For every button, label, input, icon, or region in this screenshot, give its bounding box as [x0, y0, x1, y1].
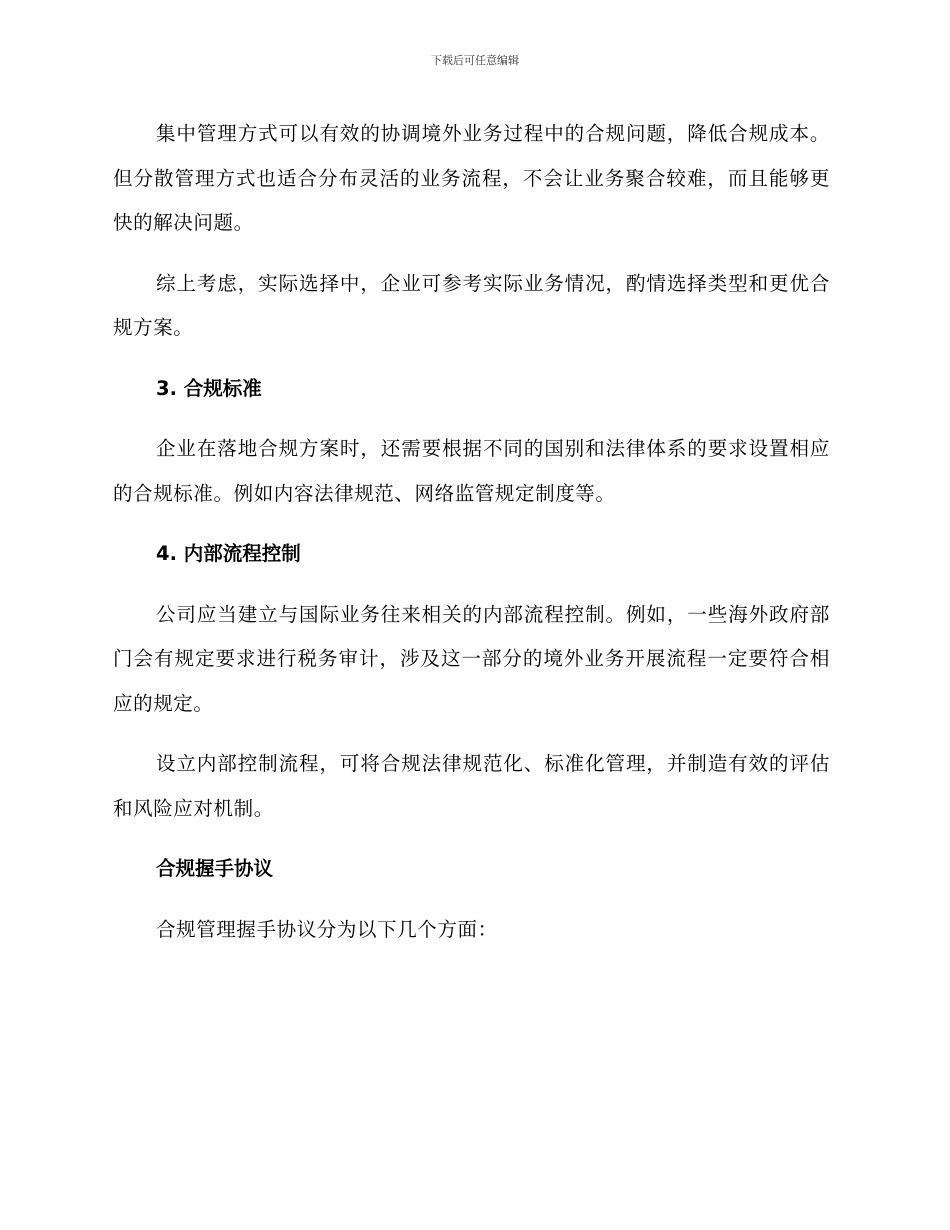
- paragraph-internal-process-control: 公司应当建立与国际业务往来相关的内部流程控制。例如，一些海外政府部门会有规定要求进行税务审计，涉及这一部分的境外业务开展流程一定要符合相应的规定。: [113, 602, 830, 715]
- heading-compliance-handshake-agreement: 合规握手协议: [156, 857, 274, 880]
- paragraph-centralized-management: 集中管理方式可以有效的协调境外业务过程中的合规问题，降低合规成本。但分散管理方式也适合分布灵活的业务流程，不会让业务聚合较难，而且能够更快的解决问题。: [113, 122, 830, 234]
- page-header: 下载后可任意编辑: [431, 54, 519, 67]
- heading-compliance-standards: 3. 合规标准: [156, 376, 262, 400]
- paragraph-internal-control-benefits: 设立内部控制流程，可将合规法律规范化、标准化管理，并制造有效的评估和风险应对机制。: [113, 752, 830, 820]
- heading-internal-process-control: 4. 内部流程控制: [156, 542, 301, 565]
- paragraph-handshake-agreement-intro: 合规管理握手协议分为以下几个方面：: [156, 917, 498, 941]
- document-body: [113, 112, 830, 968]
- paragraph-compliance-standards: 企业在落地合规方案时，还需要根据不同的国别和法律体系的要求设置相应的合规标准。例如内容法律规范、网络监管规定制度等。: [113, 437, 830, 505]
- paragraph-conclusion: 综上考虑，实际选择中，企业可参考实际业务情况，酌情选择类型和更优合规方案。: [113, 271, 830, 339]
